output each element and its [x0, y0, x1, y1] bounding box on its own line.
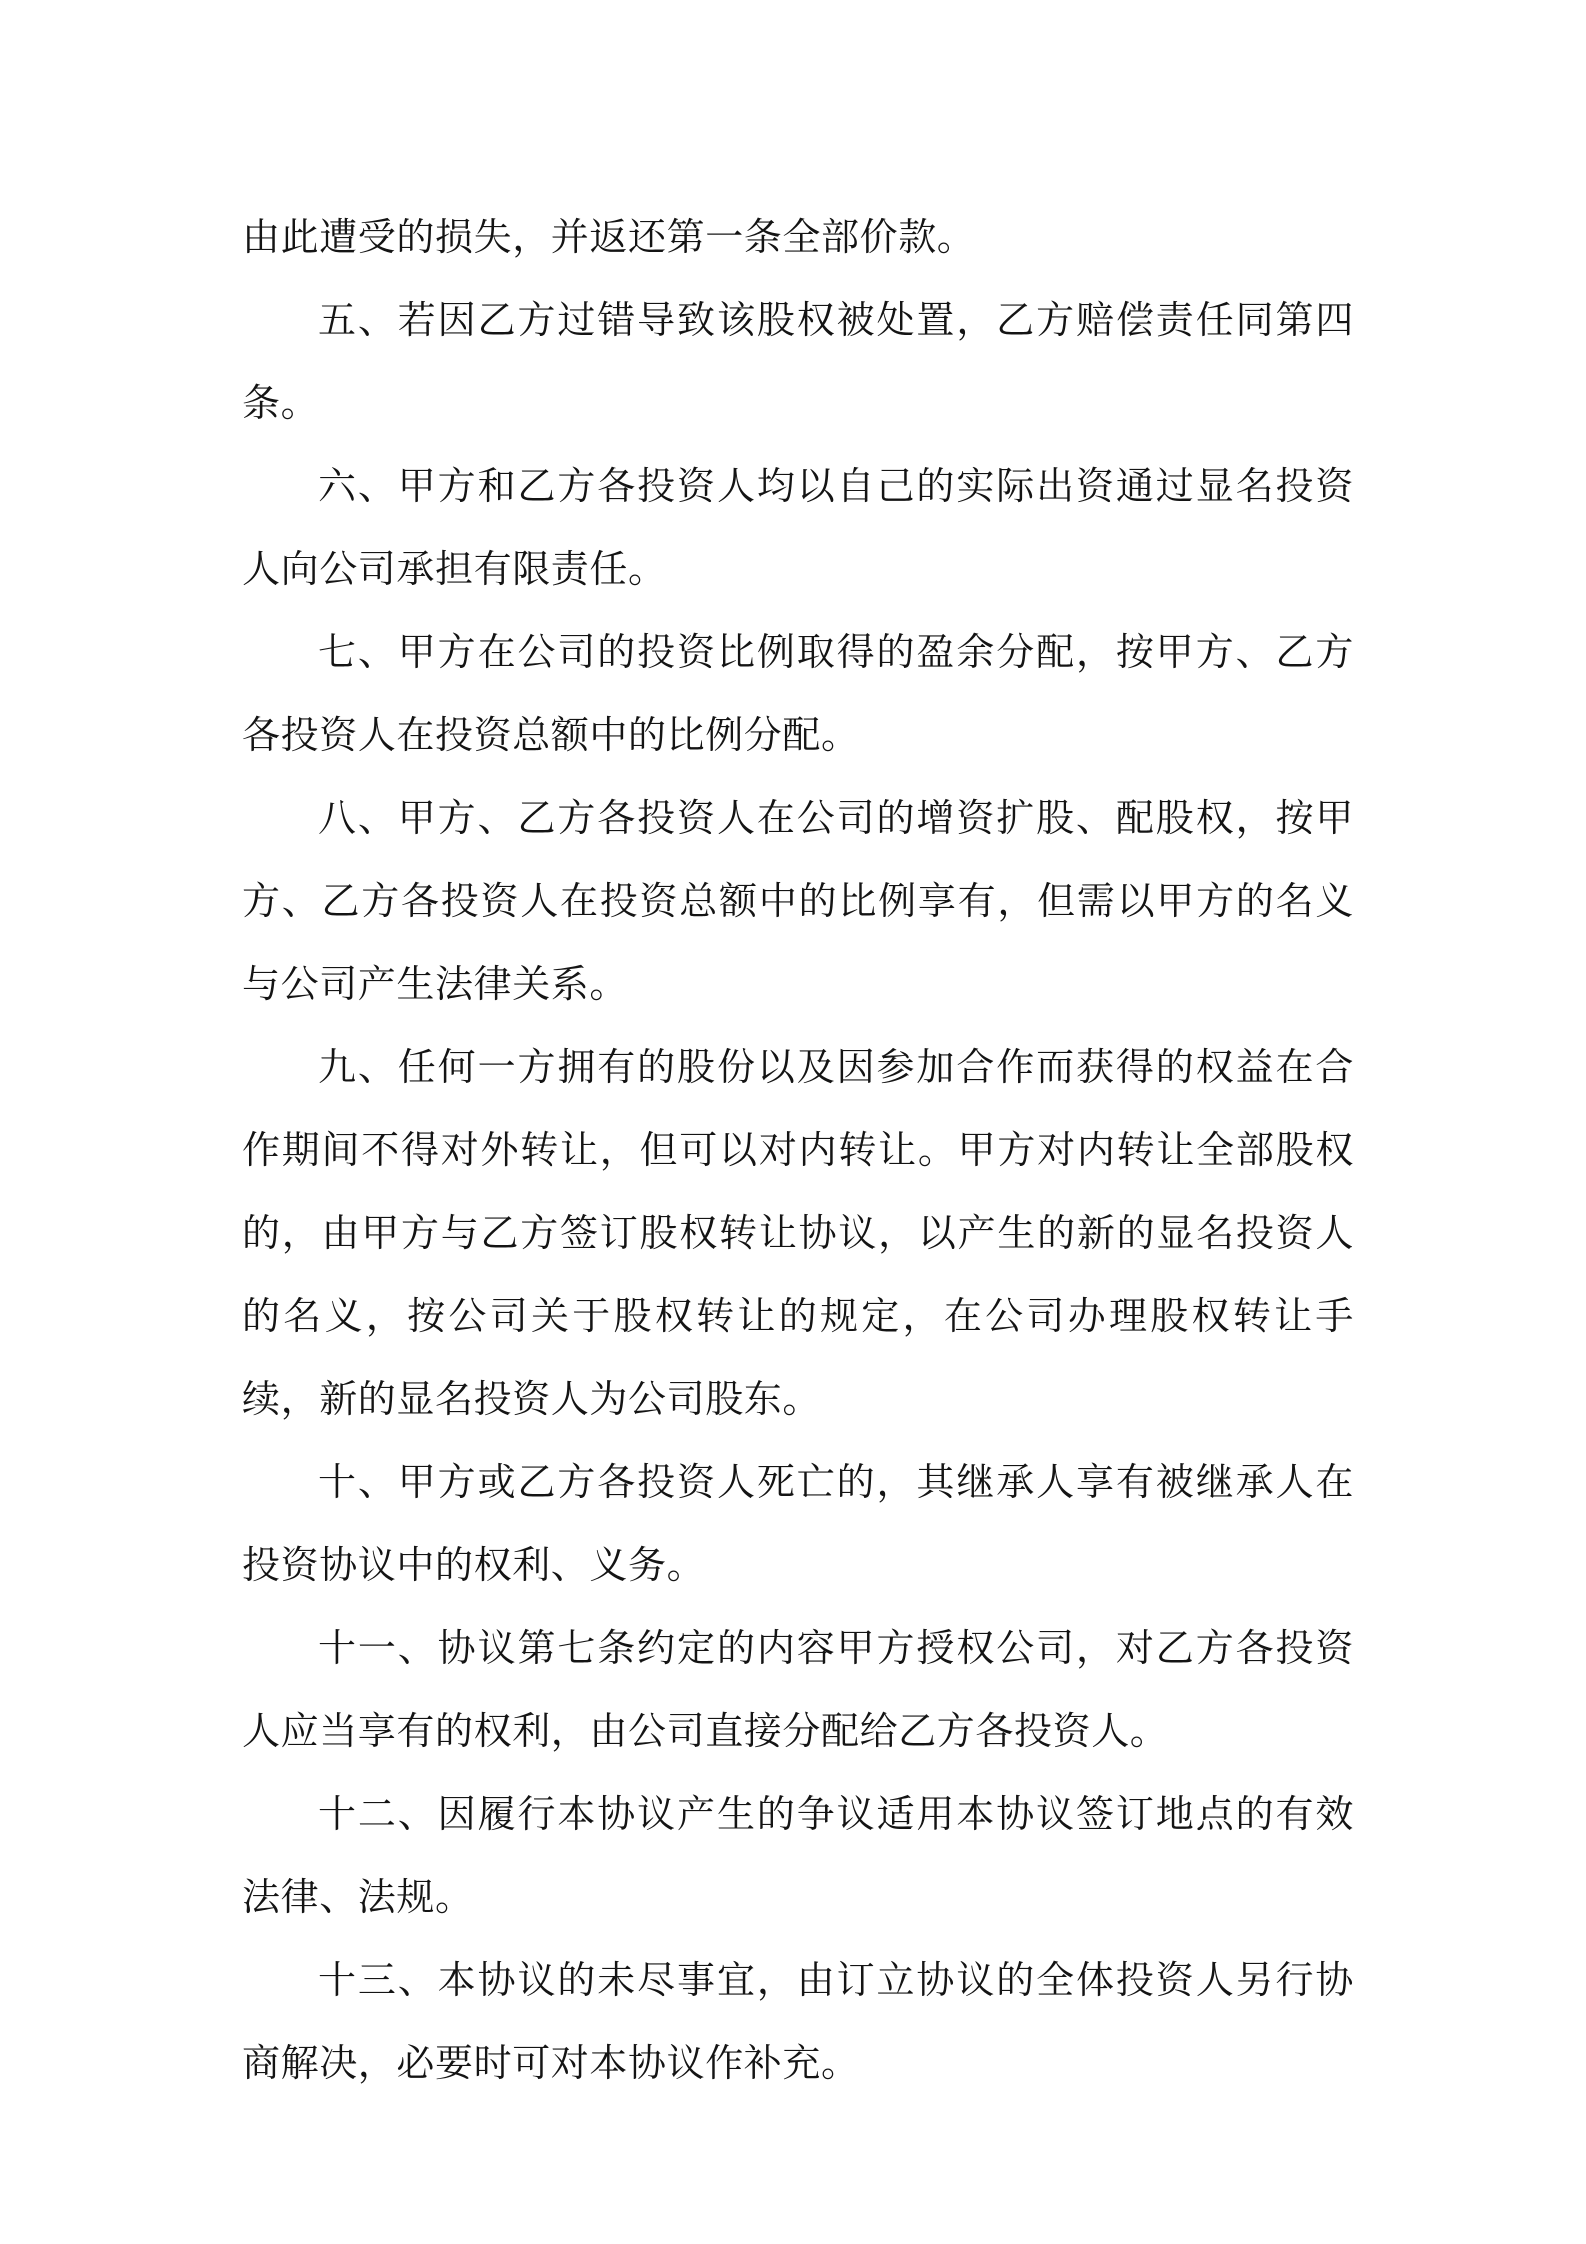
paragraph-clause-13: 十三、本协议的未尽事宜，由订立协议的全体投资人另行协商解决，必要时可对本协议作补充。 — [242, 1958, 1354, 2085]
paragraph-clause-5: 五、若因乙方过错导致该股权被处置，乙方赔偿责任同第四条。 — [242, 298, 1354, 425]
paragraph-clause-11: 十一、协议第七条约定的内容甲方授权公司，对乙方各投资人应当享有的权利，由公司直接分配给乙方各投资人。 — [242, 1626, 1354, 1753]
paragraph-clause-7: 七、甲方在公司的投资比例取得的盈余分配，按甲方、乙方各投资人在投资总额中的比例分配。 — [242, 630, 1354, 757]
paragraph-clause-10: 十、甲方或乙方各投资人死亡的，其继承人享有被继承人在投资协议中的权利、义务。 — [242, 1460, 1354, 1587]
paragraph-clause-9: 九、任何一方拥有的股份以及因参加合作而获得的权益在合作期间不得对外转让，但可以对内转让。甲方对内转让全部股权的，由甲方与乙方签订股权转让协议，以产生的新的显名投资人的名义，按公司关于股权转让的规定，在公司办理股权转让手续，新的显名投资人为公司股东。 — [242, 1045, 1354, 1421]
paragraph-clause-12: 十二、因履行本协议产生的争议适用本协议签订地点的有效法律、法规。 — [242, 1792, 1354, 1919]
paragraph-continued-clause-4: 由此遭受的损失，并返还第一条全部价款。 — [242, 215, 976, 259]
paragraph-clause-6: 六、甲方和乙方各投资人均以自己的实际出资通过显名投资人向公司承担有限责任。 — [242, 464, 1354, 591]
document-page — [242, 196, 1354, 2105]
paragraph-clause-8: 八、甲方、乙方各投资人在公司的增资扩股、配股权，按甲方、乙方各投资人在投资总额中的比例享有，但需以甲方的名义与公司产生法律关系。 — [242, 796, 1354, 1006]
